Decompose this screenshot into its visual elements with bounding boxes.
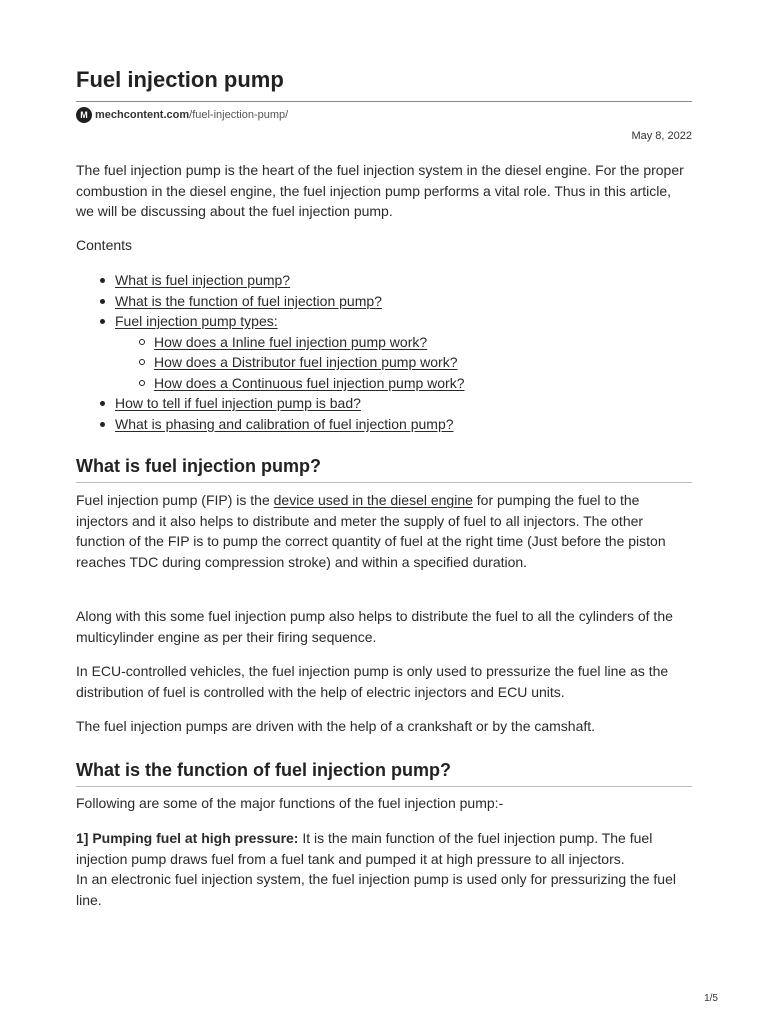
toc-item (76, 311, 465, 332)
toc-subitem (76, 352, 465, 373)
table-of-contents (76, 270, 465, 434)
section-divider (76, 786, 692, 787)
toc-link-types[interactable]: Fuel injection pump types: (115, 313, 278, 329)
toc-item (76, 393, 465, 414)
toc-item (76, 291, 465, 312)
toc-link-what-is[interactable]: What is fuel injection pump? (115, 272, 291, 288)
function-item-1-extra: In an electronic fuel injection system, the fuel injection pump is used only for pressurizing the fuel line. (76, 871, 676, 908)
source-domain[interactable]: mechcontent.com (95, 109, 190, 121)
toc-link-inline[interactable]: How does a Inline fuel injection pump work? (154, 333, 428, 350)
source-line (76, 106, 288, 124)
section1-paragraph-2: Along with this some fuel injection pump also helps to distribute the fuel to all the cylinders of the multicylinder engine as per their firing sequence. (76, 608, 673, 645)
diesel-engine-link[interactable]: device used in the diesel engine (273, 492, 473, 508)
contents-label: Contents (76, 237, 133, 253)
section1-paragraph-1: Fuel injection pump (FIP) is the device used in the diesel engine for pumping the fuel to the injectors and it also helps to distribute and meter the supply of fuel to all injectors. The other function of the FIP is to pump the correct quantity of fuel at the right time (Just before the piston reaches TDC during compression stroke) and within a specified duration. (76, 492, 666, 570)
section2-paragraph-1: Following are some of the major functions of the fuel injection pump:- (76, 795, 504, 811)
toc-link-distributor[interactable]: How does a Distributor fuel injection pump work? (154, 354, 458, 370)
section1-paragraph-4: The fuel injection pumps are driven with the help of a crankshaft or by the camshaft. (76, 718, 596, 734)
toc-link-phasing[interactable]: What is phasing and calibration of fuel injection pump? (115, 415, 454, 432)
toc-link-continuous[interactable]: How does a Continuous fuel injection pump work? (154, 374, 465, 391)
publish-date: May 8, 2022 (631, 130, 692, 142)
page-number: 1/5 (704, 993, 718, 1004)
toc-item (76, 414, 465, 435)
toc-link-function[interactable]: What is the function of fuel injection pump? (115, 292, 382, 309)
toc-subitem (76, 373, 465, 394)
toc-link-bad-pump[interactable]: How to tell if fuel injection pump is bad? (115, 395, 361, 411)
section-heading-what-is: What is fuel injection pump? (76, 456, 321, 476)
site-logo-icon: M (76, 107, 92, 123)
function-item-1-label: 1] Pumping fuel at high pressure: (76, 830, 299, 846)
toc-item (76, 270, 465, 291)
section-heading-function: What is the function of fuel injection pump? (76, 760, 451, 780)
intro-paragraph: The fuel injection pump is the heart of the fuel injection system in the diesel engine. For the proper combustion in the diesel engine, the fuel injection pump performs a vital role. Thus in this article, we will be discussing about the fuel injection pump. (76, 162, 684, 219)
section1-paragraph-3: In ECU-controlled vehicles, the fuel injection pump is only used to pressurize the fuel line as the distribution of fuel is controlled with the help of electric injectors and ECU units. (76, 663, 669, 700)
title-divider (76, 101, 692, 102)
source-path[interactable]: /fuel-injection-pump/ (189, 109, 289, 121)
function-item-1: 1] Pumping fuel at high pressure: It is the main function of the fuel injection pump. The fuel injection pump draws fuel from a fuel tank and pumped it at high pressure to all injectors. In an electronic fuel injection system, the fuel injection pump is used only for pressurizing the fuel line. (76, 830, 676, 908)
page-title: Fuel injection pump (76, 67, 284, 92)
toc-subitem (76, 332, 465, 353)
section-divider (76, 482, 692, 483)
